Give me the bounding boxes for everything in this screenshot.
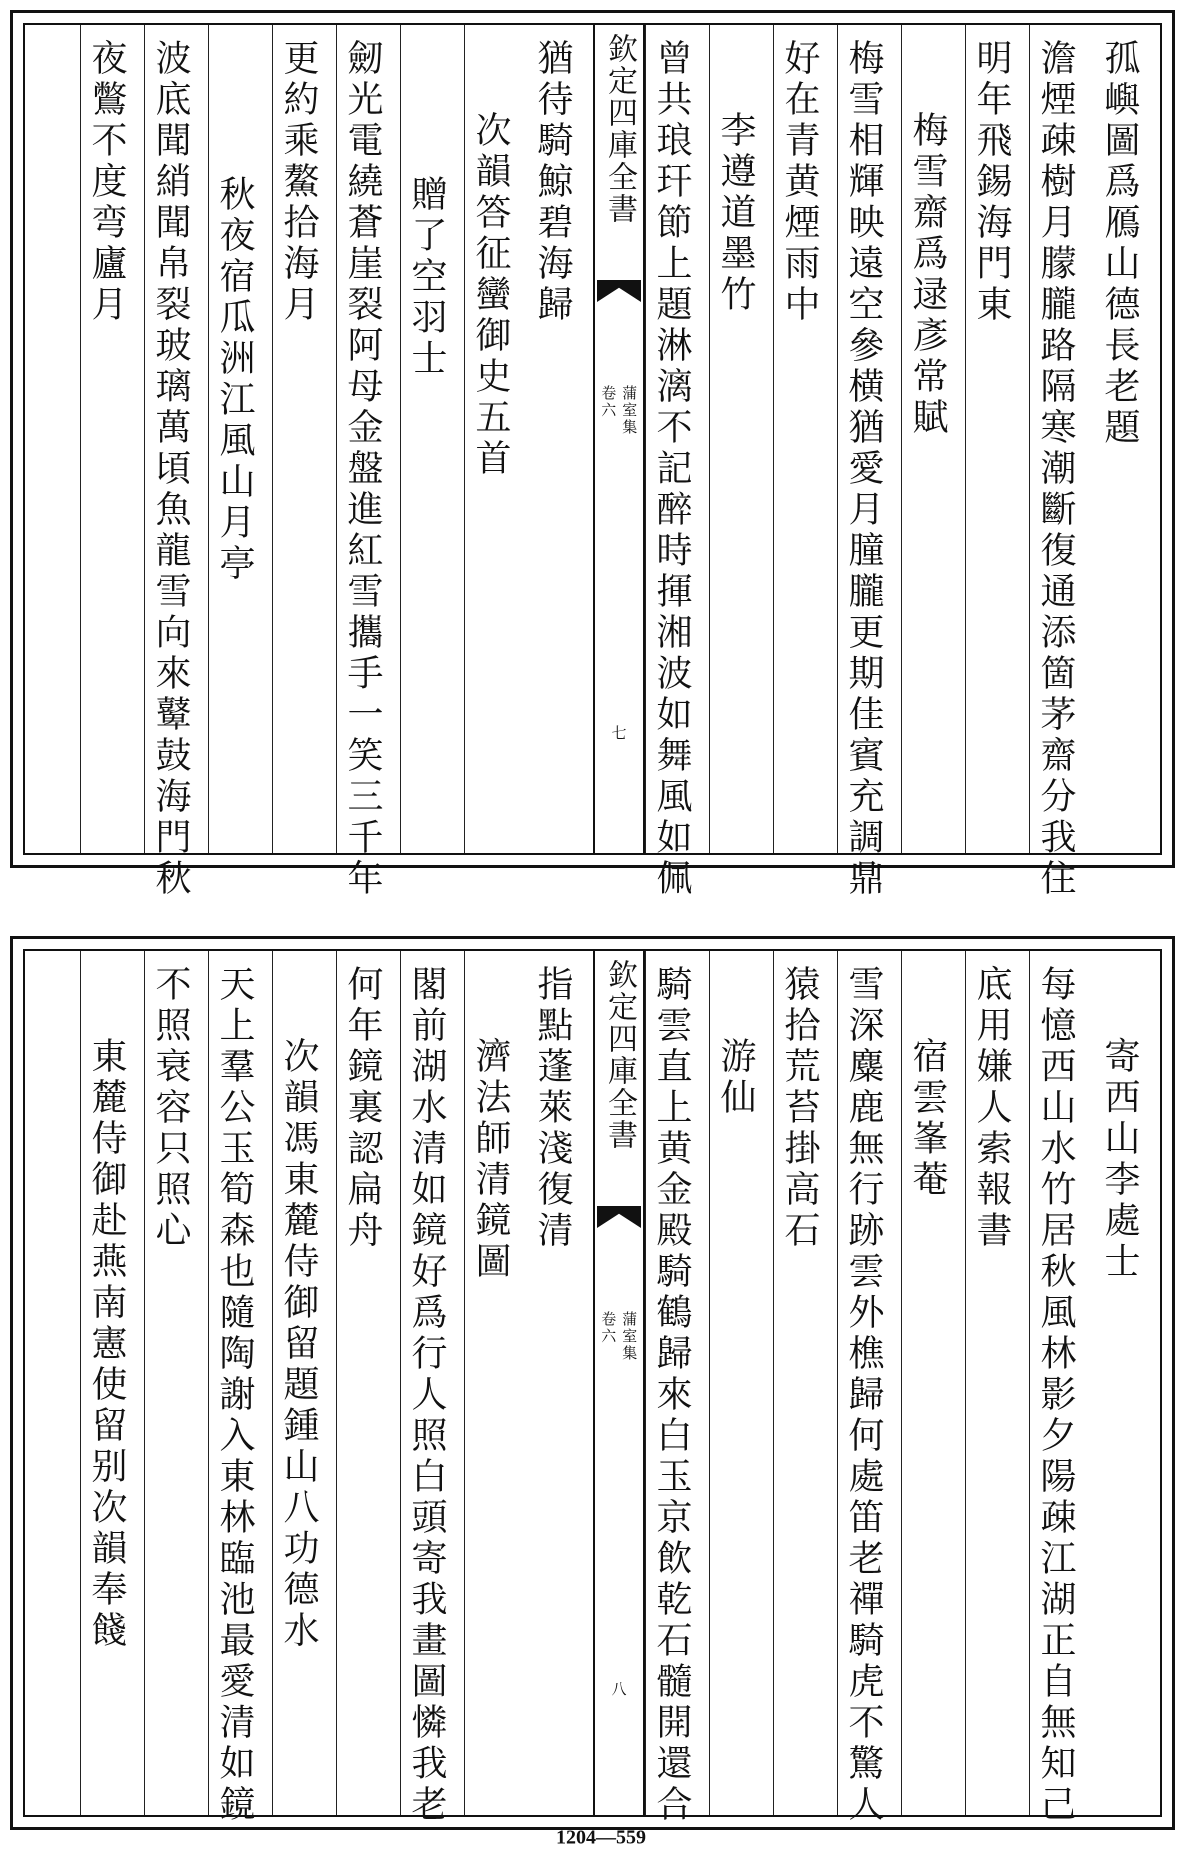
fish-tail-mark <box>597 280 641 302</box>
column-rule <box>144 25 145 853</box>
column-rule <box>1029 25 1030 853</box>
center-title: 欽定四庫全書 <box>602 959 637 1151</box>
text-column-3: 底用嫌人索報書 <box>971 965 1012 1252</box>
text-column-6: 好在青黄煙雨中 <box>779 39 820 326</box>
text-column-5: 雪深麋鹿無行跡雲外樵歸何處笛老禪騎虎不驚人 <box>843 965 884 1826</box>
text-column-10: 濟法師清鏡圖 <box>470 1037 511 1283</box>
page-top <box>10 10 1175 900</box>
column-rule <box>336 951 337 1815</box>
column-rule <box>837 25 838 853</box>
text-column-10: 次韻答征蠻御史五首 <box>470 111 511 480</box>
column-rule <box>901 25 902 853</box>
column-rule <box>400 25 401 853</box>
text-column-8: 曾共琅玕節上題淋漓不記醉時揮湘波如舞風如佩 <box>651 39 692 900</box>
text-column-14: 天上羣公玉筍森也隨陶謝入東林臨池最愛清如鏡 <box>214 965 255 1826</box>
text-column-8: 騎雲直上黄金殿騎鶴歸來白玉京飲乾石髓開還合 <box>651 965 692 1826</box>
column-rule <box>965 25 966 853</box>
text-column-5: 梅雪相輝映遠空參横猶愛月朣朧更期佳賓充調鼎 <box>843 39 884 900</box>
text-column-4: 宿雲峯菴 <box>907 1037 948 1201</box>
column-rule <box>709 951 710 1815</box>
text-column-12: 劒光電繞蒼崖裂阿母金盤進紅雪攜手一笑三千年 <box>342 39 383 900</box>
column-rule <box>709 25 710 853</box>
text-column-9: 指點蓬萊淺復清 <box>532 965 573 1252</box>
center-strip <box>593 25 645 853</box>
center-volume: 卷六 <box>599 385 618 419</box>
column-rule <box>336 25 337 853</box>
text-column-11: 閣前湖水清如鏡好爲行人照白頭寄我畫圖憐我老 <box>406 965 447 1826</box>
text-column-2: 澹煙疎樹月朦朧路隔寒潮斷復通添箇茅齋分我住 <box>1035 39 1076 900</box>
page-bottom <box>10 936 1175 1830</box>
text-column-6: 猿拾荒苔掛高石 <box>779 965 820 1252</box>
text-column-9: 猶待騎鯨碧海歸 <box>532 39 573 326</box>
column-rule <box>773 951 774 1815</box>
text-column-1: 孤嶼圖爲鴈山德長老題 <box>1099 39 1140 449</box>
text-column-4: 梅雪齋爲逯彥常賦 <box>907 111 948 439</box>
text-column-15: 波底聞綃聞帛裂玻璃萬頃魚龍雪向來鼙鼓海門秋 <box>150 39 191 900</box>
column-rule <box>208 951 209 1815</box>
fish-tail-mark <box>597 1206 641 1228</box>
column-rule <box>272 25 273 853</box>
text-column-16: 夜鷩不度弯廬月 <box>86 39 127 326</box>
text-column-12: 何年鏡裏認扁舟 <box>342 965 383 1252</box>
text-column-7: 李遵道墨竹 <box>715 111 756 316</box>
column-rule <box>400 951 401 1815</box>
column-rule <box>464 951 465 1815</box>
center-folio: 八 <box>609 1681 628 1696</box>
text-column-3: 明年飛錫海門東 <box>971 39 1012 326</box>
column-rule <box>208 25 209 853</box>
text-column-7: 游仙 <box>715 1037 756 1119</box>
text-column-13: 次韻馮東麓侍御留題鍾山八功德水 <box>278 1037 319 1652</box>
text-column-11: 贈了空羽士 <box>406 175 447 380</box>
column-rule <box>645 951 646 1815</box>
center-volume: 卷六 <box>599 1311 618 1345</box>
column-rule <box>837 951 838 1815</box>
column-rule <box>965 951 966 1815</box>
column-rule <box>773 25 774 853</box>
page-top-frame <box>23 23 1162 900</box>
column-rule <box>80 951 81 1815</box>
text-column-1: 寄西山李處士 <box>1099 1037 1140 1283</box>
column-rule <box>80 25 81 853</box>
column-rule <box>272 951 273 1815</box>
column-rule <box>464 25 465 853</box>
text-column-13: 更約乘鰲拾海月 <box>278 39 319 326</box>
center-title: 欽定四庫全書 <box>602 33 637 225</box>
center-folio: 七 <box>609 725 628 740</box>
column-rule <box>901 951 902 1815</box>
page-number: 1204—559 <box>556 1826 646 1849</box>
text-column-15: 不照衰容只照心 <box>150 965 191 1252</box>
column-rule <box>144 951 145 1815</box>
column-rule <box>645 25 646 853</box>
center-book: 蒲室集 <box>620 1311 639 1362</box>
text-column-2: 每憶西山水竹居秋風林影夕陽疎江湖正自無知己 <box>1035 965 1076 1826</box>
page-bottom-frame <box>23 949 1162 1826</box>
text-column-16: 東麓侍御赴燕南憲使留别次韻奉餞 <box>86 1037 127 1652</box>
column-rule <box>1029 951 1030 1815</box>
center-book: 蒲室集 <box>620 385 639 436</box>
center-strip <box>593 951 645 1815</box>
text-column-14: 秋夜宿瓜洲江風山月亭 <box>214 175 255 585</box>
